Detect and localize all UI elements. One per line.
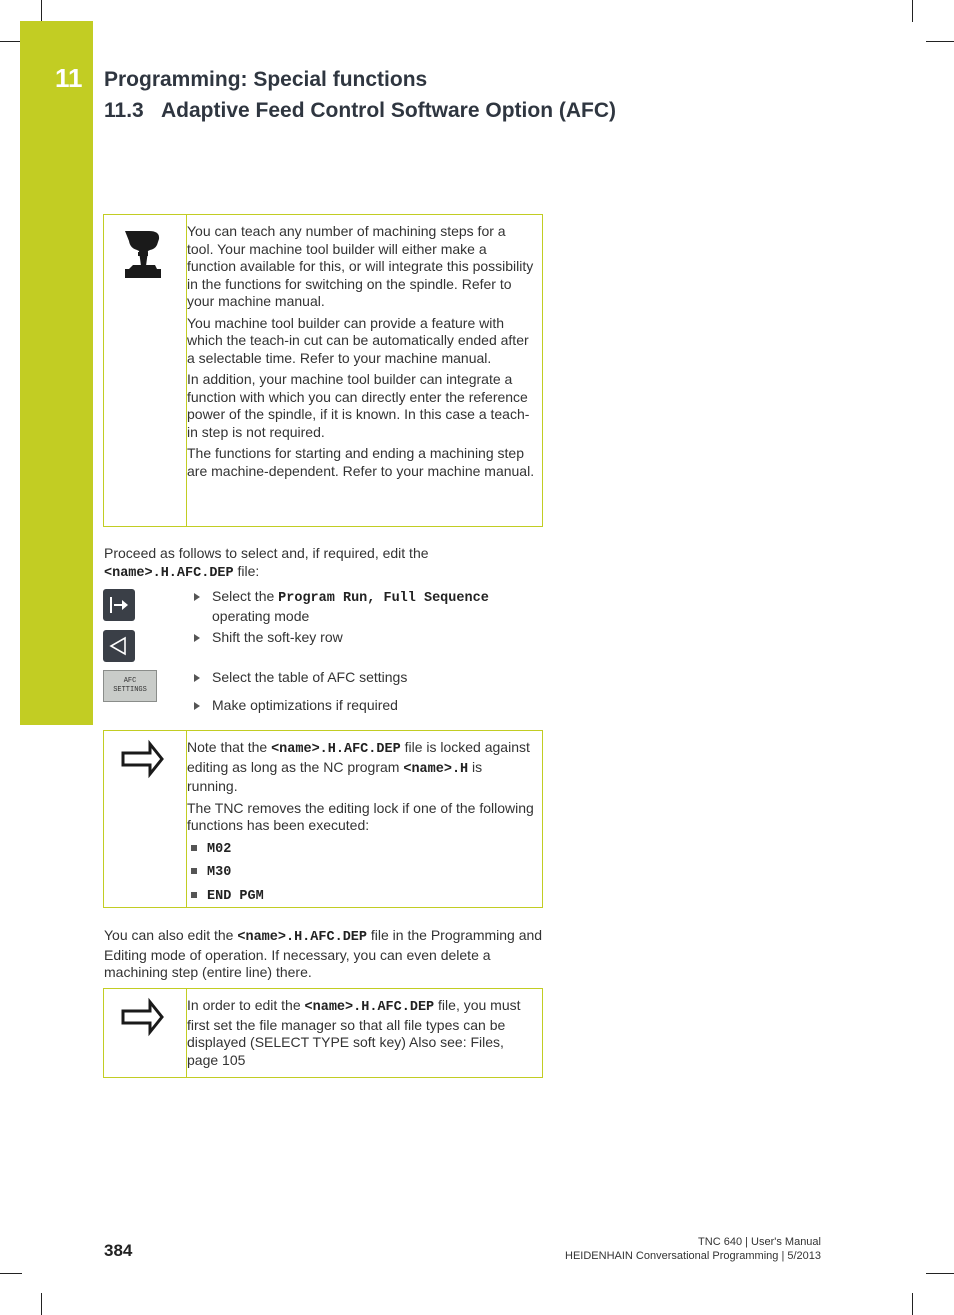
- note-paragraph: The functions for starting and ending a machining step are machine-dependent. Refer to your machine manual.: [187, 445, 535, 479]
- crop-mark: [0, 41, 22, 42]
- chapter-sidebar: [20, 21, 93, 725]
- crop-mark: [41, 1293, 42, 1315]
- step-item: [194, 588, 544, 625]
- triangle-right-icon: [194, 674, 200, 682]
- chapter-number: 11: [55, 63, 83, 93]
- step-item: [194, 697, 544, 715]
- note-paragraph: [187, 739, 535, 796]
- section-title: [104, 97, 616, 125]
- note-text: Note that the: [187, 739, 272, 755]
- file-name-code: <name>.H.AFC.DEP: [104, 565, 234, 581]
- crop-mark: [0, 1273, 22, 1274]
- softkey-label-1: AFC: [123, 677, 137, 685]
- program-run-full-sequence-key[interactable]: [103, 589, 135, 621]
- crop-mark: [926, 1273, 954, 1274]
- intro-text-end: file:: [233, 562, 260, 579]
- section-title-text: Adaptive Feed Control Software Option (AFC): [161, 99, 616, 122]
- triangle-right-icon: [194, 702, 200, 710]
- bullet-square-icon: [191, 845, 197, 851]
- crop-mark: [912, 0, 913, 22]
- file-manager-note-box: [103, 988, 543, 1078]
- edit-paragraph: [104, 927, 544, 982]
- program-run-icon: [103, 589, 135, 621]
- note-paragraph: You can teach any number of machining steps for a tool. Your machine tool builder will either make a function available for this, or will integrate this possibility in the functions for switching on the spindle. Refer to your machine manual.: [187, 223, 534, 309]
- crop-mark: [41, 0, 42, 22]
- mode-name: Program Run, Full Sequence: [278, 591, 489, 606]
- softkey-label-2: SETTINGS: [113, 686, 147, 694]
- step-text: Shift the soft-key row: [212, 629, 343, 645]
- machine-spindle-icon: [104, 215, 186, 526]
- intro-paragraph: [104, 545, 544, 582]
- function-code: END PGM: [207, 888, 264, 904]
- shift-softkey-row-key[interactable]: [103, 630, 135, 662]
- triangle-right-icon: [194, 634, 200, 642]
- step-item: [194, 629, 544, 647]
- chapter-title: Programming: Special functions: [104, 68, 428, 91]
- afc-settings-softkey[interactable]: [103, 670, 157, 702]
- note-paragraph: The TNC removes the editing lock if one of the following functions has been executed:: [187, 799, 534, 833]
- arrow-right-icon: [104, 731, 186, 907]
- step-text: Select the table of AFC settings: [212, 669, 408, 685]
- file-name-code: <name>.H.AFC.DEP: [237, 930, 367, 945]
- list-item: [187, 839, 535, 859]
- note-body: [187, 223, 535, 484]
- note-text: file is locked against editing as long as the NC program: [187, 739, 530, 775]
- function-code: M30: [207, 865, 232, 880]
- machine-note-box: [103, 214, 543, 527]
- section-number: 11.3: [104, 99, 144, 122]
- step-text: operating mode: [212, 607, 310, 624]
- list-item: [187, 886, 535, 906]
- crop-mark: [926, 41, 954, 42]
- note-text: In order to edit the: [187, 997, 305, 1013]
- triangle-left-icon: [103, 630, 135, 662]
- note-text: is running.: [187, 758, 483, 794]
- step-text: Select the: [212, 588, 279, 604]
- function-code: M02: [207, 841, 232, 857]
- footer-line: TNC 640 | User's Manual: [698, 1236, 821, 1248]
- crop-mark: [912, 1293, 913, 1315]
- file-name-code: <name>.H.AFC.DEP: [304, 1000, 435, 1015]
- arrow-right-icon: [104, 989, 186, 1077]
- file-name-code: <name>.H.AFC.DEP: [271, 742, 401, 757]
- program-name-code: <name>.H: [403, 761, 469, 777]
- note-paragraph: You machine tool builder can provide a feature with which the teach-in cut can be automatically ended after a selectable time. Refer to your machine manual.: [187, 314, 529, 366]
- note-paragraph: In addition, your machine tool builder can integrate a function with which you can directly enter the reference power of the spindle, if it is known. In this case a teach-in step is not required.: [187, 371, 530, 440]
- para-text: file in the Programming and Editing mode of operation. If necessary, you can even delete a machining step (entire line) there.: [104, 927, 543, 980]
- step-text: Make optimizations if required: [212, 697, 398, 713]
- triangle-right-icon: [194, 593, 200, 601]
- list-item: [187, 862, 535, 882]
- bullet-square-icon: [191, 892, 197, 898]
- para-text: You can also edit the: [104, 927, 238, 943]
- page-number: 384: [104, 1241, 133, 1260]
- footer-line: HEIDENHAIN Conversational Programming | 5/2013: [565, 1250, 821, 1262]
- note-body: [187, 997, 535, 1073]
- note-paragraph: [187, 997, 535, 1069]
- lock-note-box: [103, 730, 543, 908]
- note-text: file, you must first set the file manager so that all file types can be displayed (SELECT TYPE soft key) Also see: Files, page 105: [187, 997, 521, 1068]
- footer-info: [565, 1235, 821, 1263]
- step-item: [194, 669, 544, 687]
- note-body: [187, 739, 535, 905]
- intro-text: Proceed as follows to select and, if required, edit the: [104, 545, 429, 561]
- bullet-square-icon: [191, 868, 197, 874]
